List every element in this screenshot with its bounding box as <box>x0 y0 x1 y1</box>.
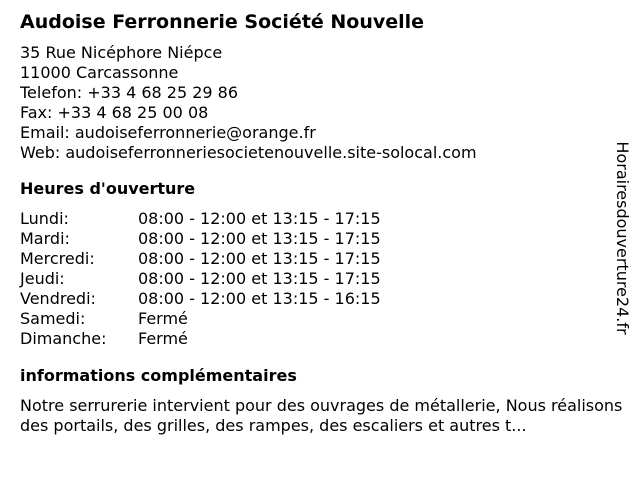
address-street: 35 Rue Nicéphore Niépce <box>20 43 223 62</box>
email-address: Email: audoiseferronnerie@orange.fr <box>20 123 316 142</box>
hours-time: 08:00 - 12:00 et 13:15 - 16:15 <box>138 289 381 308</box>
hours-table <box>20 209 620 349</box>
hours-time: 08:00 - 12:00 et 13:15 - 17:15 <box>138 249 381 268</box>
hours-time: 08:00 - 12:00 et 13:15 - 17:15 <box>138 209 381 228</box>
hours-day: Vendredi: <box>20 289 96 308</box>
hours-heading: Heures d'ouverture <box>20 179 196 198</box>
phone-number: Telefon: +33 4 68 25 29 86 <box>20 83 239 102</box>
fax-number: Fax: +33 4 68 25 00 08 <box>20 103 209 122</box>
address-city: 11000 Carcassonne <box>20 63 179 82</box>
hours-time: Fermé <box>138 309 188 328</box>
hours-day: Mercredi: <box>20 249 95 268</box>
hours-row <box>20 289 620 309</box>
hours-row <box>20 329 620 349</box>
hours-row <box>20 249 620 269</box>
hours-row <box>20 209 620 229</box>
info-heading: informations complémentaires <box>20 366 297 385</box>
site-watermark: Horairesdouverture24.fr <box>613 141 632 335</box>
website-address: Web: audoiseferronneriesocietenouvelle.site-solocal.com <box>20 143 477 162</box>
hours-row <box>20 229 620 249</box>
info-description: Notre serrurerie intervient pour des ouvrages de métallerie, Nous réalisons des portails, des grilles, des rampes, des escaliers et autres t... <box>20 396 623 435</box>
hours-day: Mardi: <box>20 229 70 248</box>
hours-row <box>20 309 620 329</box>
hours-day: Samedi: <box>20 309 86 328</box>
hours-row <box>20 269 620 289</box>
hours-time: Fermé <box>138 329 188 348</box>
hours-time: 08:00 - 12:00 et 13:15 - 17:15 <box>138 269 381 288</box>
contact-block <box>20 43 620 163</box>
hours-time: 08:00 - 12:00 et 13:15 - 17:15 <box>138 229 381 248</box>
hours-day: Lundi: <box>20 209 69 228</box>
business-name: Audoise Ferronnerie Société Nouvelle <box>20 11 425 33</box>
hours-day: Jeudi: <box>20 269 65 288</box>
hours-day: Dimanche: <box>20 329 107 348</box>
